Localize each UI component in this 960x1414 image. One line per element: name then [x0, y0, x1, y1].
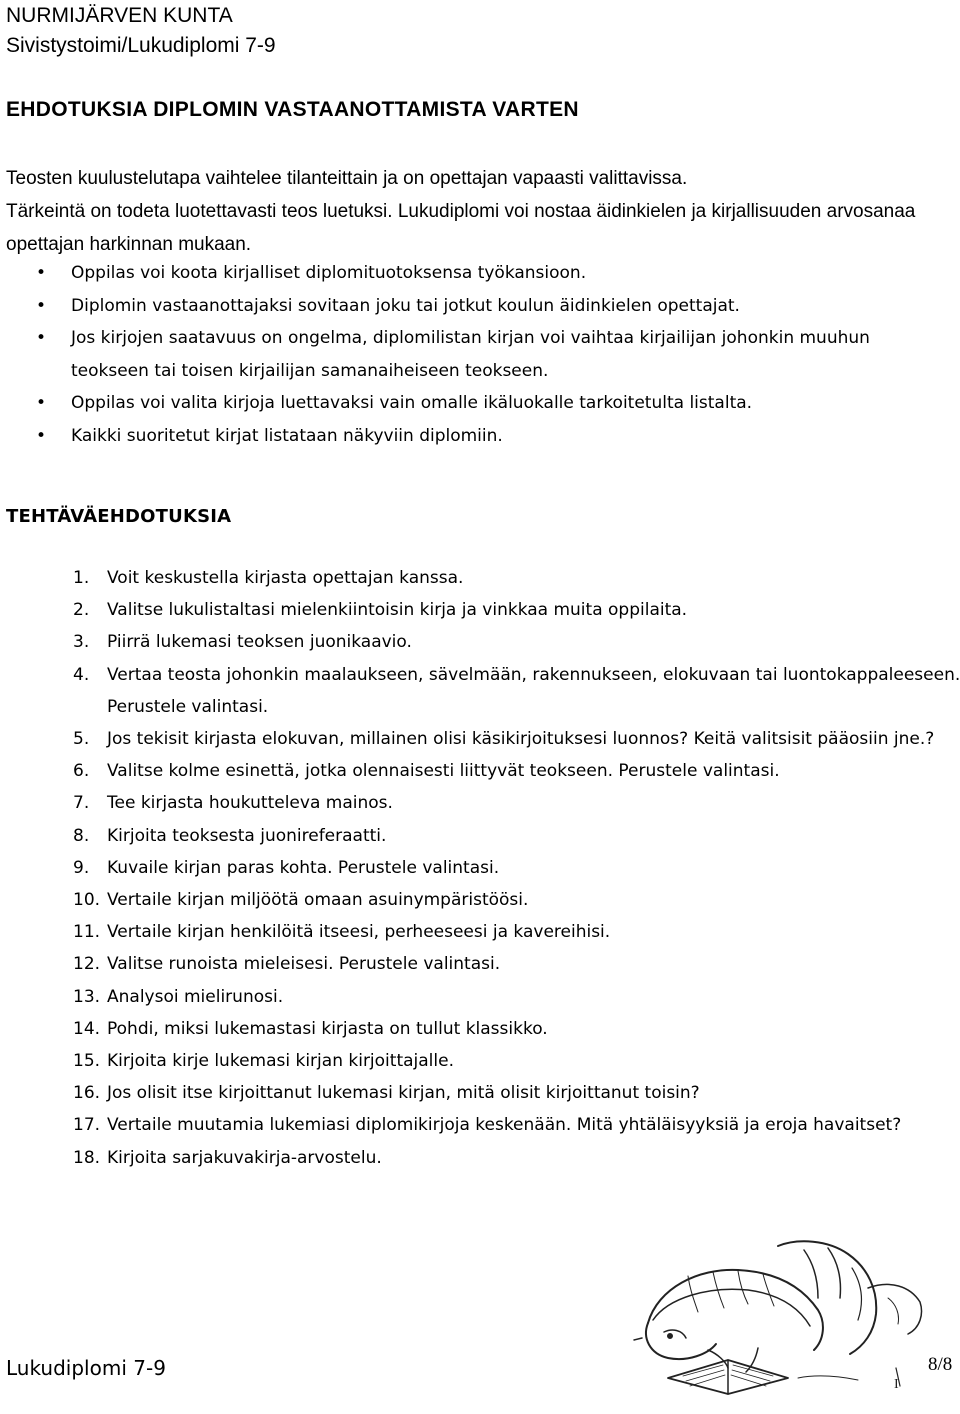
task-number: 11.	[73, 922, 101, 943]
bullet-text: Diplomin vastaanottajaksi sovitaan joku tai jotkut koulun äidinkielen opettajat.	[71, 295, 740, 316]
task-list	[0, 562, 960, 1174]
document-title: EHDOTUKSIA DIPLOMIN VASTAANOTTAMISTA VARTEN	[6, 98, 579, 121]
task-item	[0, 659, 960, 723]
organization-name: NURMIJÄRVEN KUNTA	[6, 4, 233, 27]
task-item	[0, 916, 960, 948]
task-number: 18.	[73, 1147, 101, 1168]
task-text: Pohdi, miksi lukemastasi kirjasta on tullut klassikko.	[107, 1018, 548, 1039]
task-number: 13.	[73, 986, 101, 1007]
task-number: 17.	[73, 1115, 101, 1136]
task-text: Tee kirjasta houkutteleva mainos.	[107, 793, 393, 814]
department-name: Sivistystoimi/Lukudiplomi 7-9	[6, 34, 276, 57]
intro-paragraph: Tärkeintä on todeta luotettavasti teos luetuksi. Lukudiplomi voi nostaa äidinkielen ja kirjallisuuden arvosanaa opettajan harkinnan mukaan.	[6, 201, 916, 255]
task-text: Valitse kolme esinettä, jotka olennaisesti liittyvät teokseen. Perustele valintasi.	[107, 761, 780, 782]
task-item	[0, 1109, 960, 1141]
tasks-title: TEHTÄVÄEHDOTUKSIA	[6, 506, 232, 527]
intro-text	[6, 162, 946, 261]
task-number: 4.	[73, 664, 90, 685]
task-number: 14.	[73, 1018, 101, 1039]
task-text: Jos tekisit kirjasta elokuvan, millainen olisi käsikirjoituksesi luonnos? Keitä valitsisit pääosiin jne.?	[107, 729, 935, 750]
bullet-item	[0, 257, 950, 290]
task-text: Kuvaile kirjan paras kohta. Perustele valintasi.	[107, 857, 500, 878]
task-item	[0, 852, 960, 884]
task-number: 2.	[73, 600, 90, 621]
task-text: Kirjoita kirje lukemasi kirjan kirjoittajalle.	[107, 1051, 454, 1072]
task-text: Valitse runoista mieleisesi. Perustele valintasi.	[107, 954, 501, 975]
task-item	[0, 723, 960, 755]
task-item	[0, 787, 960, 819]
task-text: Analysoi mielirunosi.	[107, 986, 284, 1007]
task-number: 15.	[73, 1051, 101, 1072]
task-item	[0, 1045, 960, 1077]
bullet-item	[0, 322, 950, 387]
task-number: 9.	[73, 857, 90, 878]
task-item	[0, 755, 960, 787]
task-number: 16.	[73, 1083, 101, 1104]
task-number: 1.	[73, 568, 90, 588]
illustration-signature: I	[894, 1377, 899, 1392]
task-text: Jos olisit itse kirjoittanut lukemasi kirjan, mitä olisit kirjoittanut toisin?	[107, 1083, 700, 1104]
bullet-text: Oppilas voi koota kirjalliset diplomituotoksensa työkansioon.	[71, 263, 587, 283]
task-item	[0, 884, 960, 916]
task-text: Vertaa teosta johonkin maalaukseen, sävelmään, rakennukseen, elokuvaan tai luontokappaleeseen. Perustele valintasi.	[107, 664, 960, 717]
badger-reading-illustration	[628, 1228, 928, 1398]
task-text: Vertaile muutamia lukemiasi diplomikirjoja keskenään. Mitä yhtäläisyyksiä ja eroja havaitset?	[107, 1115, 902, 1136]
page-number: 8/8	[928, 1354, 953, 1375]
task-item	[0, 820, 960, 852]
footer-title: Lukudiplomi 7-9	[6, 1356, 166, 1380]
intro-paragraph: Teosten kuulustelutapa vaihtelee tilanteittain ja on opettajan vapaasti valittavissa.	[6, 168, 688, 189]
task-text: Kirjoita sarjakuvakirja-arvostelu.	[107, 1147, 382, 1168]
task-text: Kirjoita teoksesta juonireferaatti.	[107, 825, 387, 846]
task-text: Piirrä lukemasi teoksen juonikaavio.	[107, 632, 412, 653]
bullet-text: Kaikki suoritetut kirjat listataan näkyviin diplomiin.	[71, 425, 503, 446]
bullet-item	[0, 387, 950, 420]
task-text: Valitse lukulistaltasi mielenkiintoisin kirja ja vinkkaa muita oppilaita.	[107, 600, 688, 621]
task-item	[0, 1142, 960, 1174]
bullet-list	[0, 257, 950, 453]
task-item	[0, 562, 960, 594]
task-number: 8.	[73, 825, 90, 846]
task-text: Vertaile kirjan henkilöitä itseesi, perheeseesi ja kavereihisi.	[107, 922, 611, 943]
task-number: 5.	[73, 729, 90, 750]
task-number: 12.	[73, 954, 101, 975]
task-item	[0, 981, 960, 1013]
task-number: 7.	[73, 793, 90, 814]
task-item	[0, 1077, 960, 1109]
bullet-text: Jos kirjojen saatavuus on ongelma, diplomilistan kirjan voi vaihtaa kirjailijan johonkin muuhun teokseen tai toisen kirjailijan samanaiheiseen teokseen.	[71, 328, 870, 381]
bullet-item	[0, 290, 950, 323]
task-item	[0, 594, 960, 626]
task-number: 3.	[73, 632, 90, 653]
task-item	[0, 626, 960, 658]
task-number: 10.	[73, 890, 101, 911]
task-text: Vertaile kirjan miljöötä omaan asuinympäristöösi.	[107, 890, 529, 911]
task-number: 6.	[73, 761, 90, 782]
task-text: Voit keskustella kirjasta opettajan kanssa.	[107, 568, 464, 588]
task-item	[0, 948, 960, 980]
task-item	[0, 1013, 960, 1045]
bullet-text: Oppilas voi valita kirjoja luettavaksi vain omalle ikäluokalle tarkoitetulta listalta.	[71, 393, 753, 414]
bullet-item	[0, 420, 950, 453]
